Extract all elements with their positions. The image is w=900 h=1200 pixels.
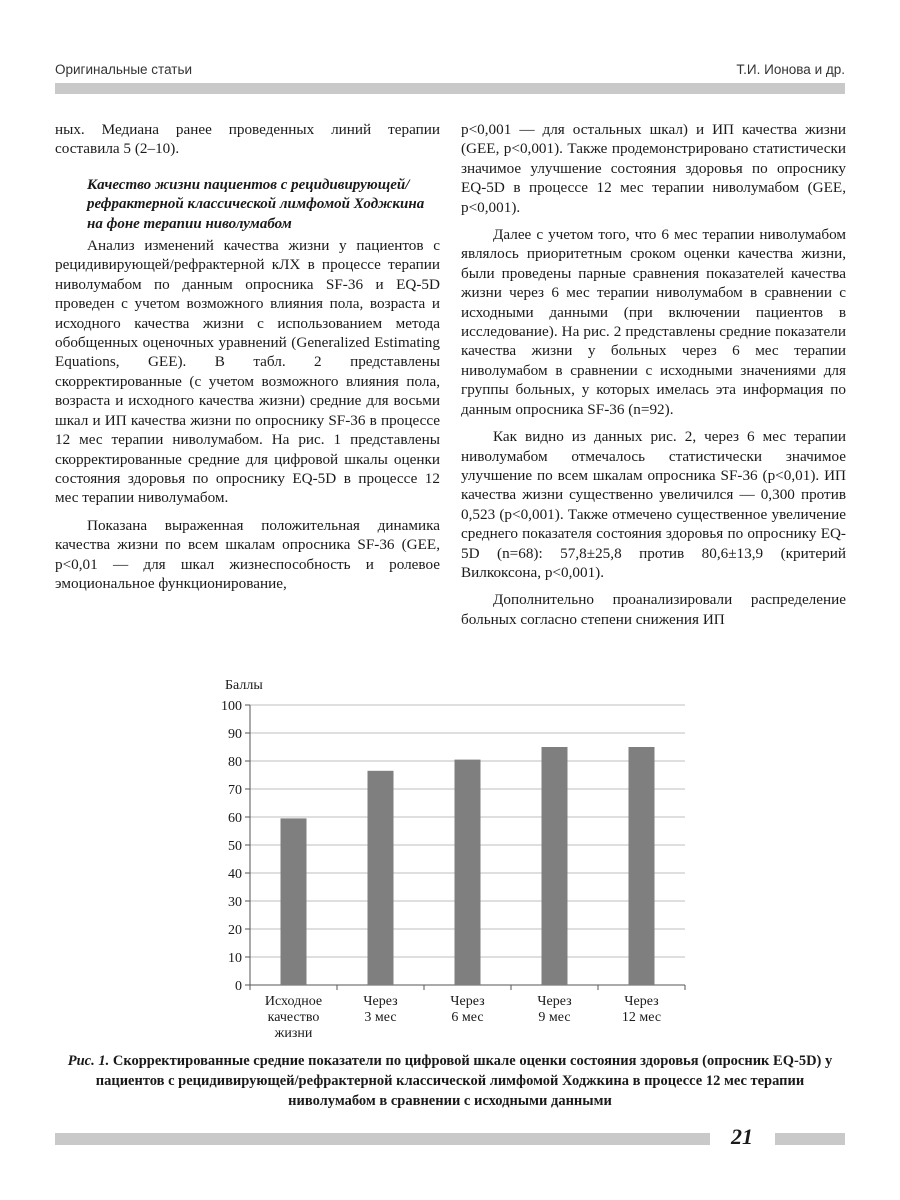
paragraph: Как видно из данных рис. 2, через 6 мес терапии ниволумабом отмечалось статистически значимое улучшение по всем шкалам опросника SF-36 (p<0,01). ИП качества жизни существенно увеличился — 0,300 против 0,523 (p<0,001). Также отмечено существенное увеличение среднего показателя состояния здоровья по опроснику EQ-5D (n=68): 57,8±25,8 против 80,6±13,9 (критерий Вилкоксона, p<0,001). — [461, 428, 846, 581]
paragraph: Показана выраженная положительная динамика качества жизни по всем шкалам опросника SF-36 (GEE, p<0,01 — для шкал жизнеспособность и ролевое эмоциональное функционирование, — [55, 516, 440, 592]
y-tick-label: 40 — [228, 867, 242, 882]
x-tick-label: Через 3 мес — [363, 994, 398, 1025]
paragraph: Далее с учетом того, что 6 мес терапии ниволумабом являлось приоритетным сроком оценки качества жизни, были проведены парные сравнения показателей качества жизни через 6 мес терапии ниволумабом в сравнении с исходными данными (при включении пациентов в исследование). На рис. 2 представлены средние показатели качества жизни у больных через 6 мес терапии ниволумабом в сравнении с исходными значениями для группы больных, у которых имелась эта информация по данным опросника SF-36 (n=92). — [461, 226, 846, 418]
paragraph: Анализ изменений качества жизни у пациентов с рецидивирующей/рефрактерной кЛХ в процессе терапии ниволумабом по данным опросника SF-36 и EQ-5D проведен с учетом возможного влияния пола, возраста и исходного качества жизни с использованием метода обобщенных оценочных уравнений (Generalized Estimating Equations, GEE). В табл. 2 представлены скорректированные (с учетом возможного влияния пола, возраста и исходного качества жизни) средние для восьми шкал и ИП качества жизни по опроснику SF-36 в процессе 12 мес терапии ниволумабом. На рис. 1 представлены скорректированные средние для цифровой шкалы оценки состояния здоровья по опроснику EQ-5D в процессе 12 мес терапии ниволумабом. — [55, 237, 440, 507]
section-heading: Качество жизни пациентов с рецидивирующей/рефрактерной классической лимфомой Ходжкина на фоне терапии ниволумабом — [87, 176, 425, 232]
paragraph: Дополнительно проанализировали распределение больных согласно степени снижения ИП — [461, 591, 846, 628]
y-axis-label: Баллы — [225, 678, 263, 693]
footer-rule-left — [55, 1133, 710, 1145]
section-title: Оригинальные статьи — [55, 62, 193, 77]
figure-caption — [60, 1051, 840, 1111]
header-authors: Т.И. Ионова и др. — [736, 62, 845, 77]
header-rule — [55, 83, 845, 94]
x-tick-label: Через 6 мес — [450, 994, 485, 1025]
bar — [368, 771, 394, 985]
left-column — [55, 120, 440, 593]
caption-text: Скорректированные средние показатели по цифровой шкале оценки состояния здоровья (опросник EQ-5D) у пациентов с рецидивирующей/рефрактерной классической лимфомой Ходжкина в процессе 12 мес терапии ниволумабом в сравнении с исходными данными — [95, 1053, 833, 1109]
x-tick-label: Через 9 мес — [537, 994, 572, 1025]
paragraph: p<0,001 — для остальных шкал) и ИП качества жизни (GEE, p<0,001). Также продемонстрировано статистически значимое улучшение состояния здоровья по опроснику EQ-5D в процессе 12 мес терапии ниволумабом (GEE, p<0,001). — [461, 121, 846, 216]
x-tick-label: Исходное качество жизни — [264, 994, 323, 1041]
paragraph: ных. Медиана ранее проведенных линий терапии составила 5 (2–10). — [55, 121, 440, 158]
chart-svg — [205, 670, 705, 1050]
y-tick-label: 100 — [221, 699, 242, 714]
y-tick-label: 30 — [228, 895, 242, 910]
caption-lead: Рис. 1. — [67, 1053, 110, 1069]
x-tick-label: Через 12 мес — [621, 994, 662, 1025]
y-tick-label: 60 — [228, 811, 242, 826]
y-tick-label: 90 — [228, 727, 242, 742]
page-number: 21 — [731, 1124, 753, 1149]
y-tick-label: 0 — [235, 979, 242, 994]
bar-chart — [205, 670, 705, 1050]
y-tick-label: 80 — [228, 755, 242, 770]
bar — [629, 747, 655, 985]
y-tick-label: 50 — [228, 839, 242, 854]
y-tick-label: 10 — [228, 951, 242, 966]
bar — [455, 760, 481, 985]
bar — [542, 747, 568, 985]
footer-rule-right — [775, 1133, 845, 1145]
y-tick-label: 70 — [228, 783, 242, 798]
bar — [281, 818, 307, 985]
right-column — [461, 120, 846, 629]
y-tick-label: 20 — [228, 923, 242, 938]
